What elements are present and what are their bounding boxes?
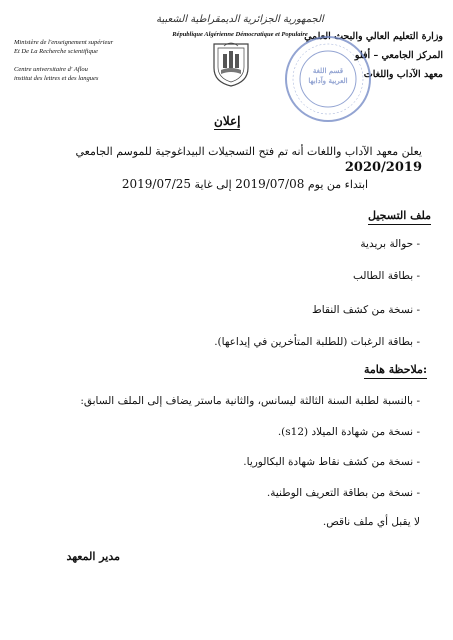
stamp-text-line: العربية وآدابها: [308, 76, 348, 85]
start-label: ابتداء من يوم: [307, 178, 369, 191]
file-heading: ملف التسجيل: [368, 208, 431, 225]
center-name-ar: المركز الجامعي – أفلو: [354, 50, 443, 61]
header-left-line: Centre universitaire d' Aflou: [14, 66, 88, 73]
institute-name-ar: معهد الآداب واللغات: [363, 69, 443, 80]
start-date: 2019/07/08: [235, 177, 305, 191]
end-date: 2019/07/25: [121, 177, 192, 191]
header-left-line: institut des lettres et des langues: [14, 75, 99, 82]
file-item: - بطاقة الرغبات (للطلبة المتأخرين في إيداعها).: [214, 336, 420, 348]
note-heading: ملاحظة هامة:: [364, 362, 427, 379]
file-item: - حوالة بريدية: [360, 238, 420, 250]
note-closing: لا يقبل أي ملف ناقص.: [322, 516, 420, 528]
season-value: 2020/2019: [344, 160, 422, 175]
announcement-line-1: [22, 144, 422, 176]
announcement-title: إعلان: [214, 114, 241, 128]
file-item: - نسخة من كشف النقاط: [312, 304, 420, 316]
announcement-line-2: [100, 176, 390, 193]
note-item: - نسخة من بطاقة التعريف الوطنية.: [266, 487, 420, 499]
file-item: - بطاقة الطالب: [352, 270, 420, 282]
republic-title-fr: République Algérienne Démocratique et Populaire: [172, 31, 308, 38]
end-label: إلى غاية: [194, 178, 232, 191]
republic-title-ar: الجمهورية الجزائرية الديمقراطية الشعبية: [156, 14, 324, 25]
header-left-block: [14, 38, 144, 83]
header-left-line: [14, 56, 144, 65]
note-intro: - بالنسبة لطلبة السنة الثالثة ليسانس، والثانية ماستر يضاف إلى الملف السابق:: [80, 395, 420, 407]
header-left-line: Et De La Recherche scientifique: [14, 48, 98, 55]
official-stamp: [283, 34, 373, 124]
header-left-line: Ministère de l'enseignement supérieur: [14, 39, 114, 46]
ministry-name-ar: وزارة التعليم العالي والبحث العلمي: [304, 31, 443, 42]
note-item: - نسخة من كشف نقاط شهادة البكالوريا.: [243, 456, 420, 468]
stamp-text-line: قسم اللغة: [312, 66, 344, 75]
logo-graphic: [210, 38, 252, 88]
stamp-text: [303, 66, 353, 86]
announcement-text: يعلن معهد الآداب واللغات أنه تم فتح التسجيلات البيداغوجية للموسم الجامعي: [75, 145, 422, 158]
director-signature: مدير المعهد: [66, 550, 120, 563]
university-logo: [210, 38, 252, 88]
note-item: - نسخة من شهادة الميلاد (s12).: [277, 426, 420, 438]
